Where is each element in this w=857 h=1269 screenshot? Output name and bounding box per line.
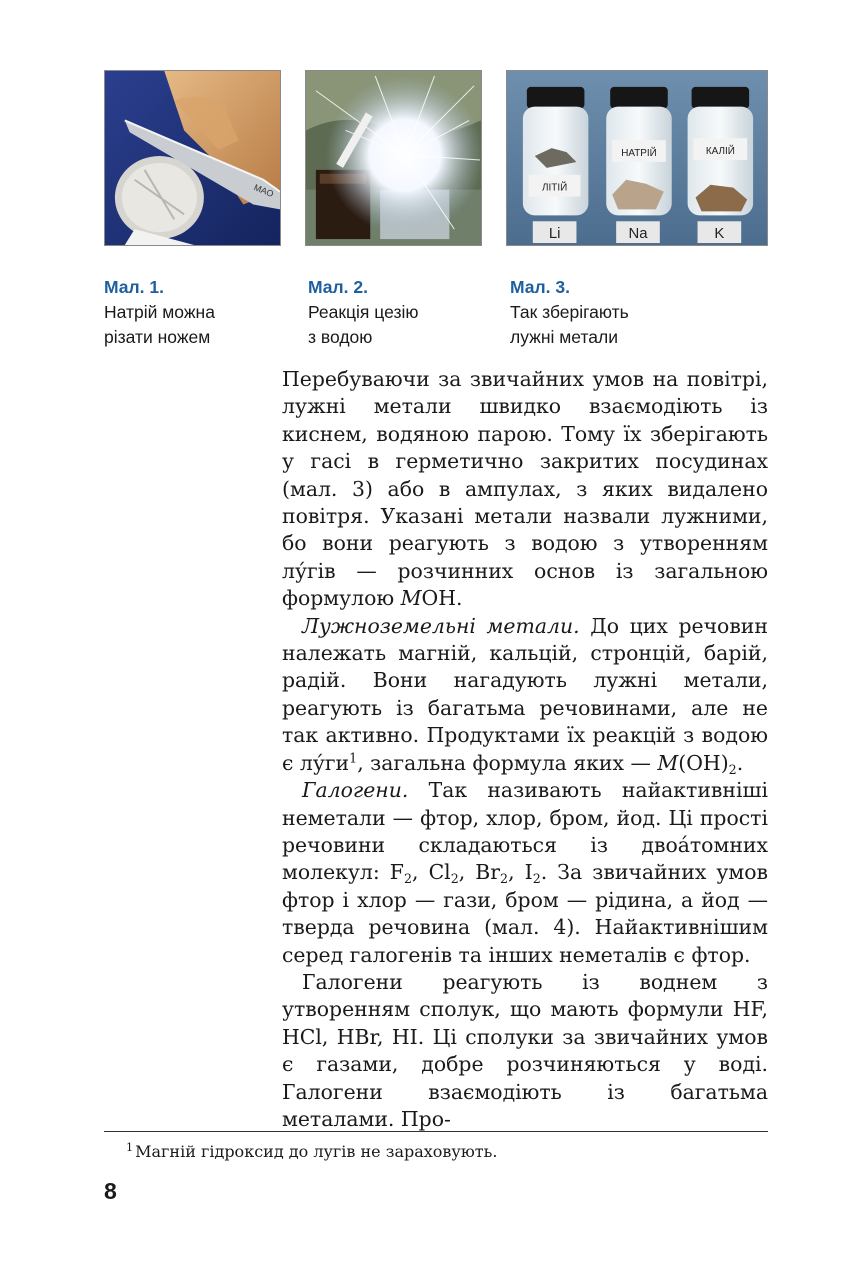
footnote — [126, 1141, 766, 1163]
p3-text: Так називають найактивніші неметали — фтор, хлор, бром, йод. Ці прості речовини складаються із двоáтомних молекул: — [282, 778, 768, 885]
figure-3-title: Мал. 3. — [510, 277, 570, 297]
formula-oh: OH. — [421, 586, 463, 611]
footnote-ref: 1 — [349, 750, 358, 766]
figure-3-caption — [510, 275, 700, 350]
footnote-mark: 1 — [126, 1140, 134, 1154]
paragraph-halogen-reactions: Галогени реагують із воднем з утворенням сполук, що мають формули HF, HCl, HBr, HI. Ці сполуки за звичайних умов є газами, добре розчиняються у воді. Галогени взаємодіють із багатьма металами. Про- — [282, 969, 768, 1131]
term-alkaline-earth: Лужноземельні метали. — [302, 613, 580, 638]
jar-label-lithium: ЛІТІЙ — [542, 182, 568, 194]
p2-end: . — [736, 750, 744, 775]
p1-text: Перебуваючи за звичайних умов на повітрі, лужні метали швидко взаємодіють із киснем, водяною парою. Тому їх зберігають у гасі в герметично закритих посудинах (мал. 3) або в ампулах, з яких видалено повітря. Указані метали назвали лужними, бо вони реагують з водою з утворенням лу́гів — розчинних основ із загальною формулою — [282, 367, 768, 611]
formula-m: M — [400, 586, 422, 611]
figure-3-photo — [506, 70, 768, 246]
figure-2-caption-line-2: з водою — [308, 327, 373, 347]
figure-2-photo — [305, 70, 482, 246]
main-text — [282, 366, 768, 1133]
formula-oh-paren: (OH) — [678, 750, 729, 775]
symbol-k: K — [714, 226, 725, 243]
paragraph-alkaline-earth — [282, 613, 768, 777]
figure-2-caption — [308, 275, 498, 350]
symbol-li: Li — [548, 226, 561, 243]
formula-i2: $I_2$ — [524, 860, 541, 887]
paragraph-alkali-storage — [282, 366, 768, 613]
figure-1-title: Мал. 1. — [104, 277, 164, 297]
footnote-text: Магній гідроксид до лугів не зараховують. — [135, 1142, 498, 1161]
knife-text: MAO — [252, 182, 276, 200]
figure-1-photo — [104, 70, 281, 246]
figure-3-caption-line-2: лужні метали — [510, 327, 618, 347]
figure-1-caption-line-2: різати ножем — [104, 327, 211, 347]
formula-br2: $Br_2$ — [475, 860, 509, 887]
jar-label-potassium: КАЛІЙ — [705, 146, 735, 158]
paragraph-halogens: Галогени. Так називають найактивніші неметали — фтор, хлор, бром, йод. Ці прості речовини складаються із двоáтомних молекул: $F_2$, $Cl_2$, $Br_2$, $I_2$. За звичайних умов фтор і хлор — гази, бром — рідина, а йод — тверда речовина (мал. 4). Найактивнішим серед галогенів та інших неметалів є фтор. — [282, 778, 769, 967]
figure-1-caption-line-1: Натрій можна — [104, 302, 215, 322]
formula-sub-2: 2 — [728, 761, 737, 777]
p3-text-2: . За звичайних умов фтор і хлор — гази, бром — рідина, а йод — тверда речовина (мал. 4). Найактивнішим серед галогенів та інших неметалів є фтор. — [282, 860, 769, 967]
formula-f2: $F_2$ — [389, 860, 412, 887]
term-halogens: Галогени. — [302, 778, 409, 803]
footnote-divider — [104, 1131, 768, 1132]
figure-2-caption-line-1: Реакція цезію — [308, 302, 419, 322]
p2-text: До цих речовин належать магній, кальцій, стронцій, барій, радій. Вони нагадують лужні метали, реагують із багатьма речовинами, але не так активно. Продуктами їх реакцій з водою є лу́ги — [282, 613, 768, 775]
formula-m-2: M — [657, 750, 679, 775]
formula-cl2: $Cl_2$ — [428, 860, 459, 887]
symbol-na: Na — [628, 226, 648, 243]
figure-1-caption — [104, 275, 294, 350]
jar-label-sodium: НАТРІЙ — [621, 148, 657, 160]
p2-text-after: , загальна формула яких — — [357, 750, 658, 775]
page-number: 8 — [104, 1178, 117, 1204]
figure-2-title: Мал. 2. — [308, 277, 368, 297]
figure-3-caption-line-1: Так зберігають — [510, 302, 629, 322]
